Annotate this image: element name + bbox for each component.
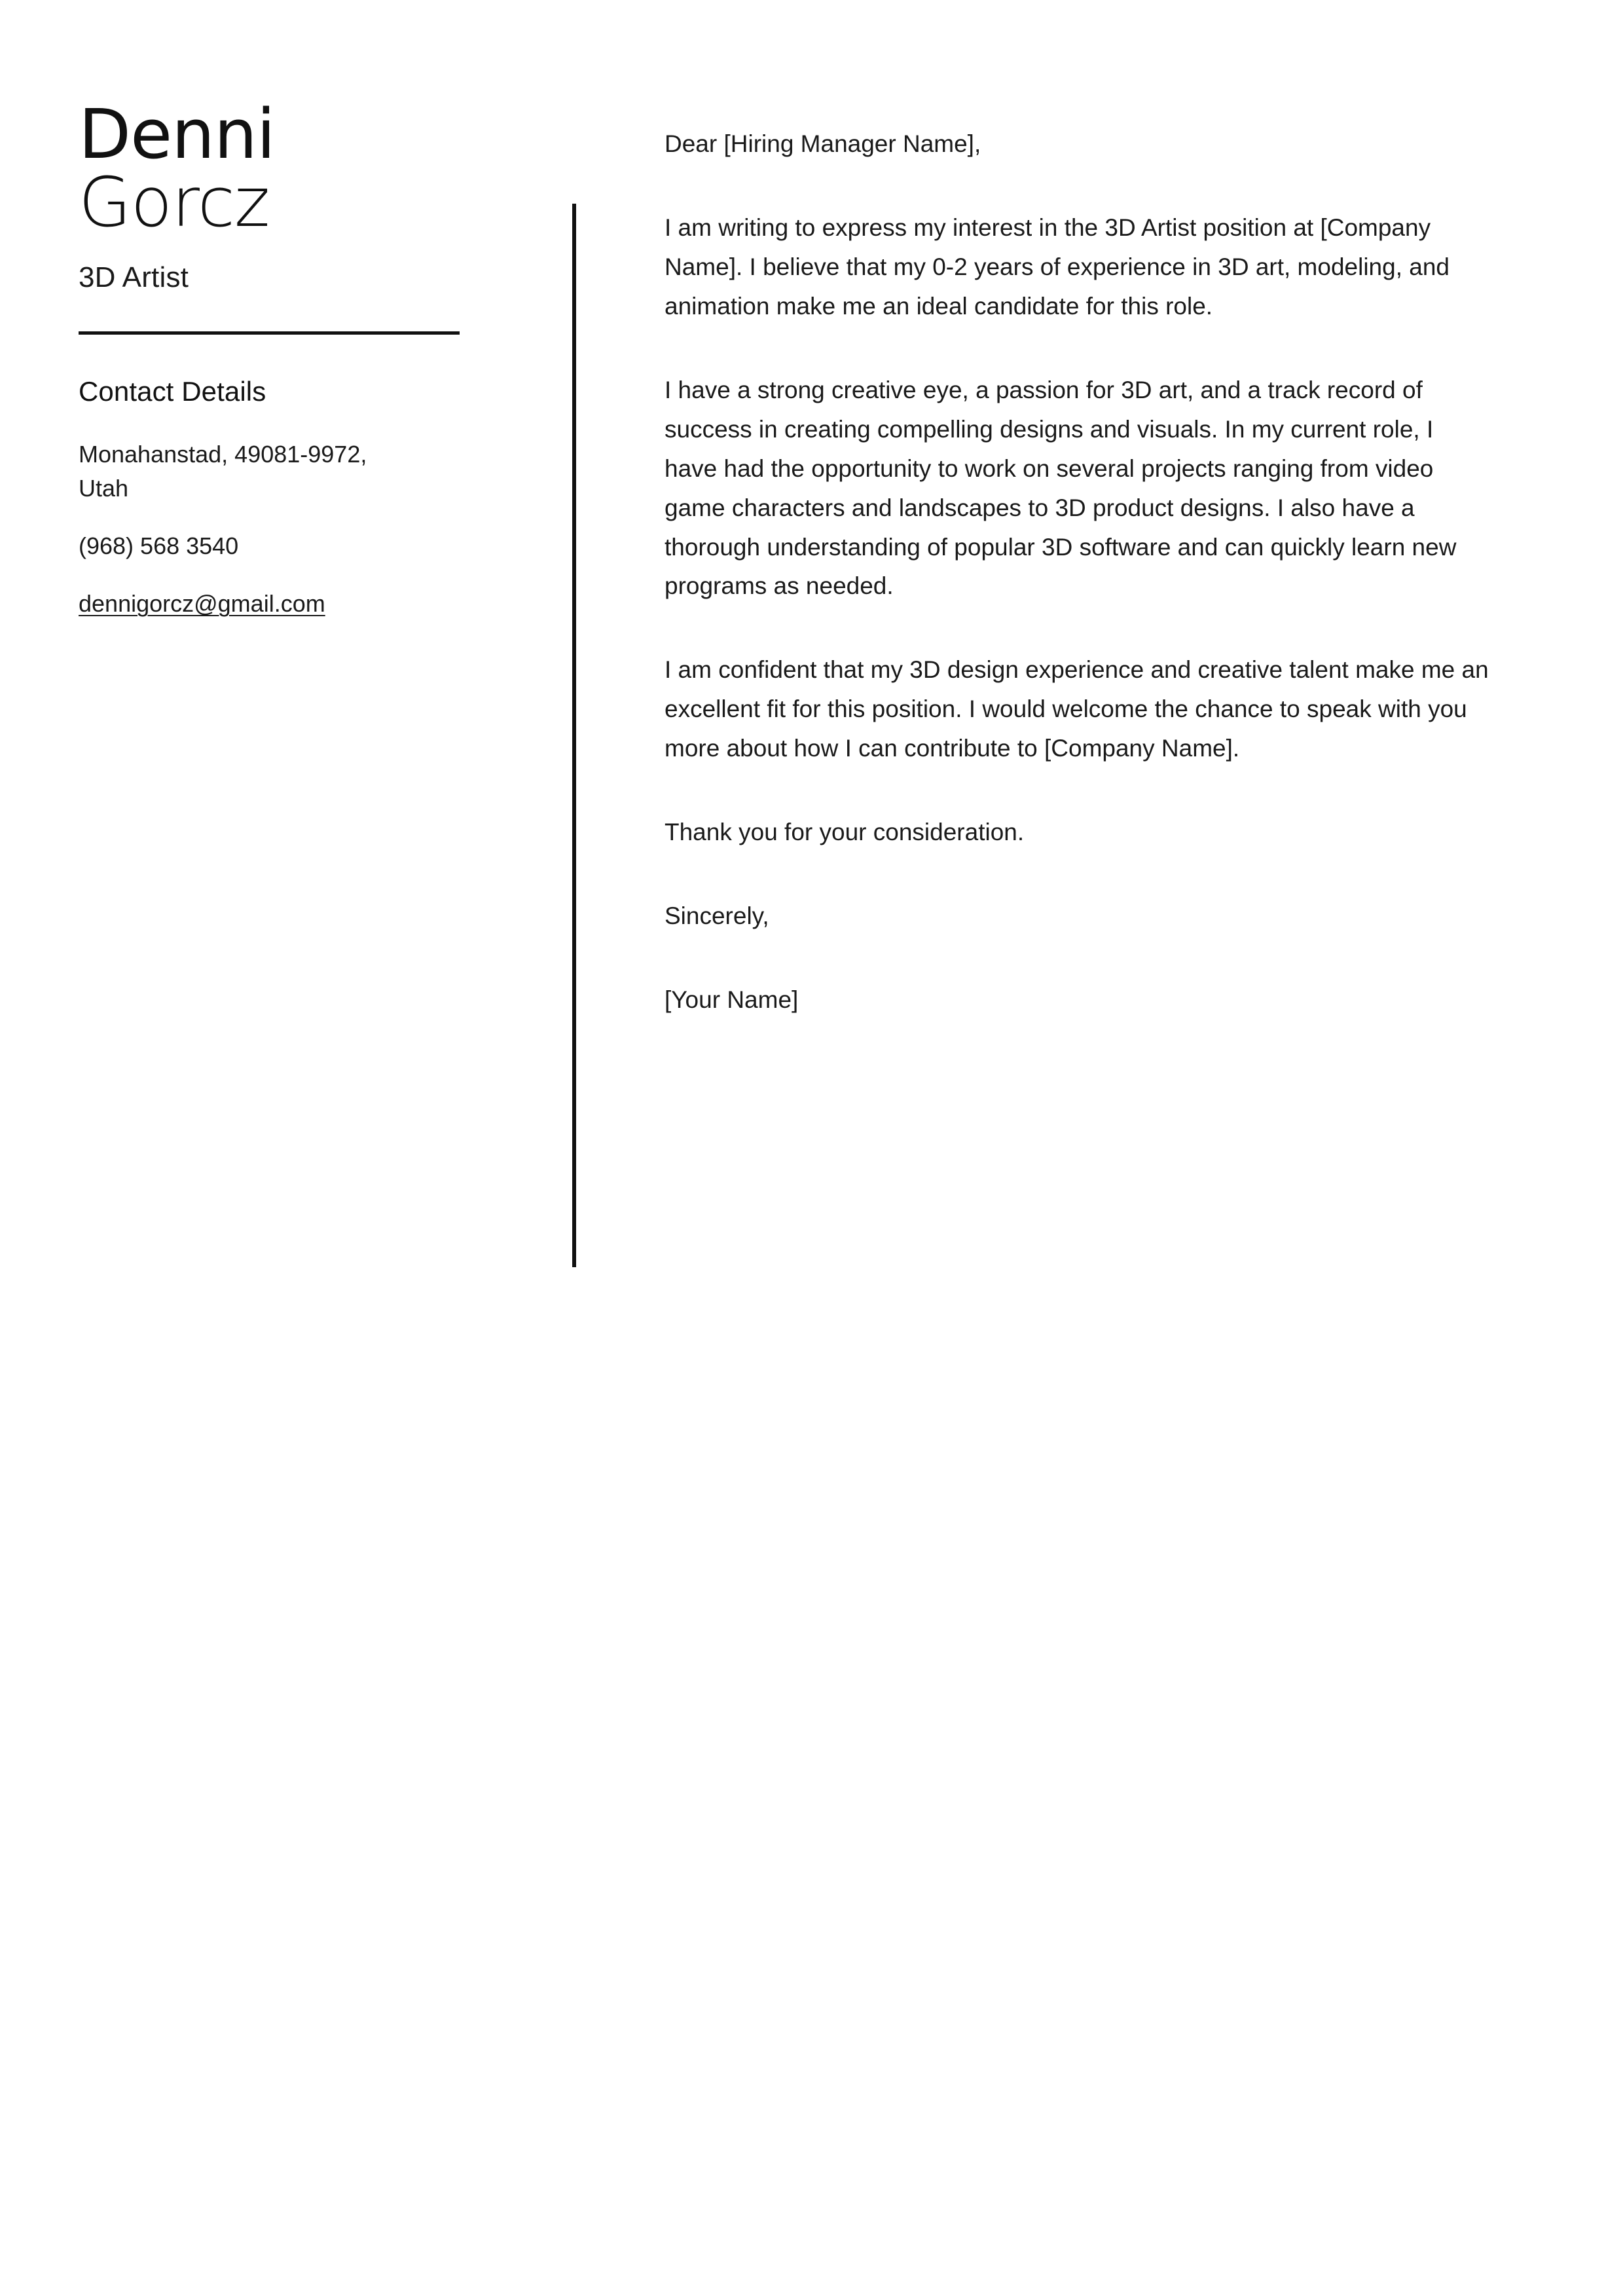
contact-email-link[interactable]: dennigorcz@gmail.com [79, 590, 325, 618]
letter-paragraph-2: I have a strong creative eye, a passion for 3D art, and a track record of success in creating compelling designs and visuals. In my current role, I have had the opportunity to work on several projects ranging from video game characters and landscapes to 3D product designs. I also have a thorough understanding of popular 3D software and can quickly learn new programs as needed. [665, 376, 1457, 600]
candidate-last-name: Gorcz [79, 162, 270, 243]
contact-phone: (968) 568 3540 [79, 532, 239, 560]
column-vertical-rule [572, 204, 576, 1267]
contact-details-list [79, 437, 484, 621]
letter-thanks: Thank you for your consideration. [665, 819, 1025, 846]
letter-body [665, 124, 1491, 1020]
contact-address: Monahanstad, 49081-9972, Utah [79, 440, 367, 502]
sidebar [79, 94, 484, 621]
candidate-first-name: Denni [79, 94, 275, 174]
contact-email-row [79, 587, 393, 621]
letter-greeting: Dear [Hiring Manager Name], [665, 130, 981, 157]
contact-details-heading: Contact Details [79, 376, 266, 407]
letter-paragraph-1: I am writing to express my interest in the 3D Artist position at [Company Name]. I believe that my 0-2 years of experience in 3D art, modeling, and animation make me an ideal candidate for this role. [665, 213, 1450, 320]
job-title: 3D Artist [79, 261, 189, 294]
candidate-name [79, 94, 484, 243]
sidebar-horizontal-rule [79, 331, 460, 335]
letter-paragraph-3: I am confident that my 3D design experience and creative talent make me an excellent fit for this position. I would welcome the chance to speak with you more about how I can contribute to [Company Name]. [665, 656, 1489, 762]
letter-signature: [Your Name] [665, 986, 799, 1014]
letter-closing: Sincerely, [665, 902, 769, 930]
